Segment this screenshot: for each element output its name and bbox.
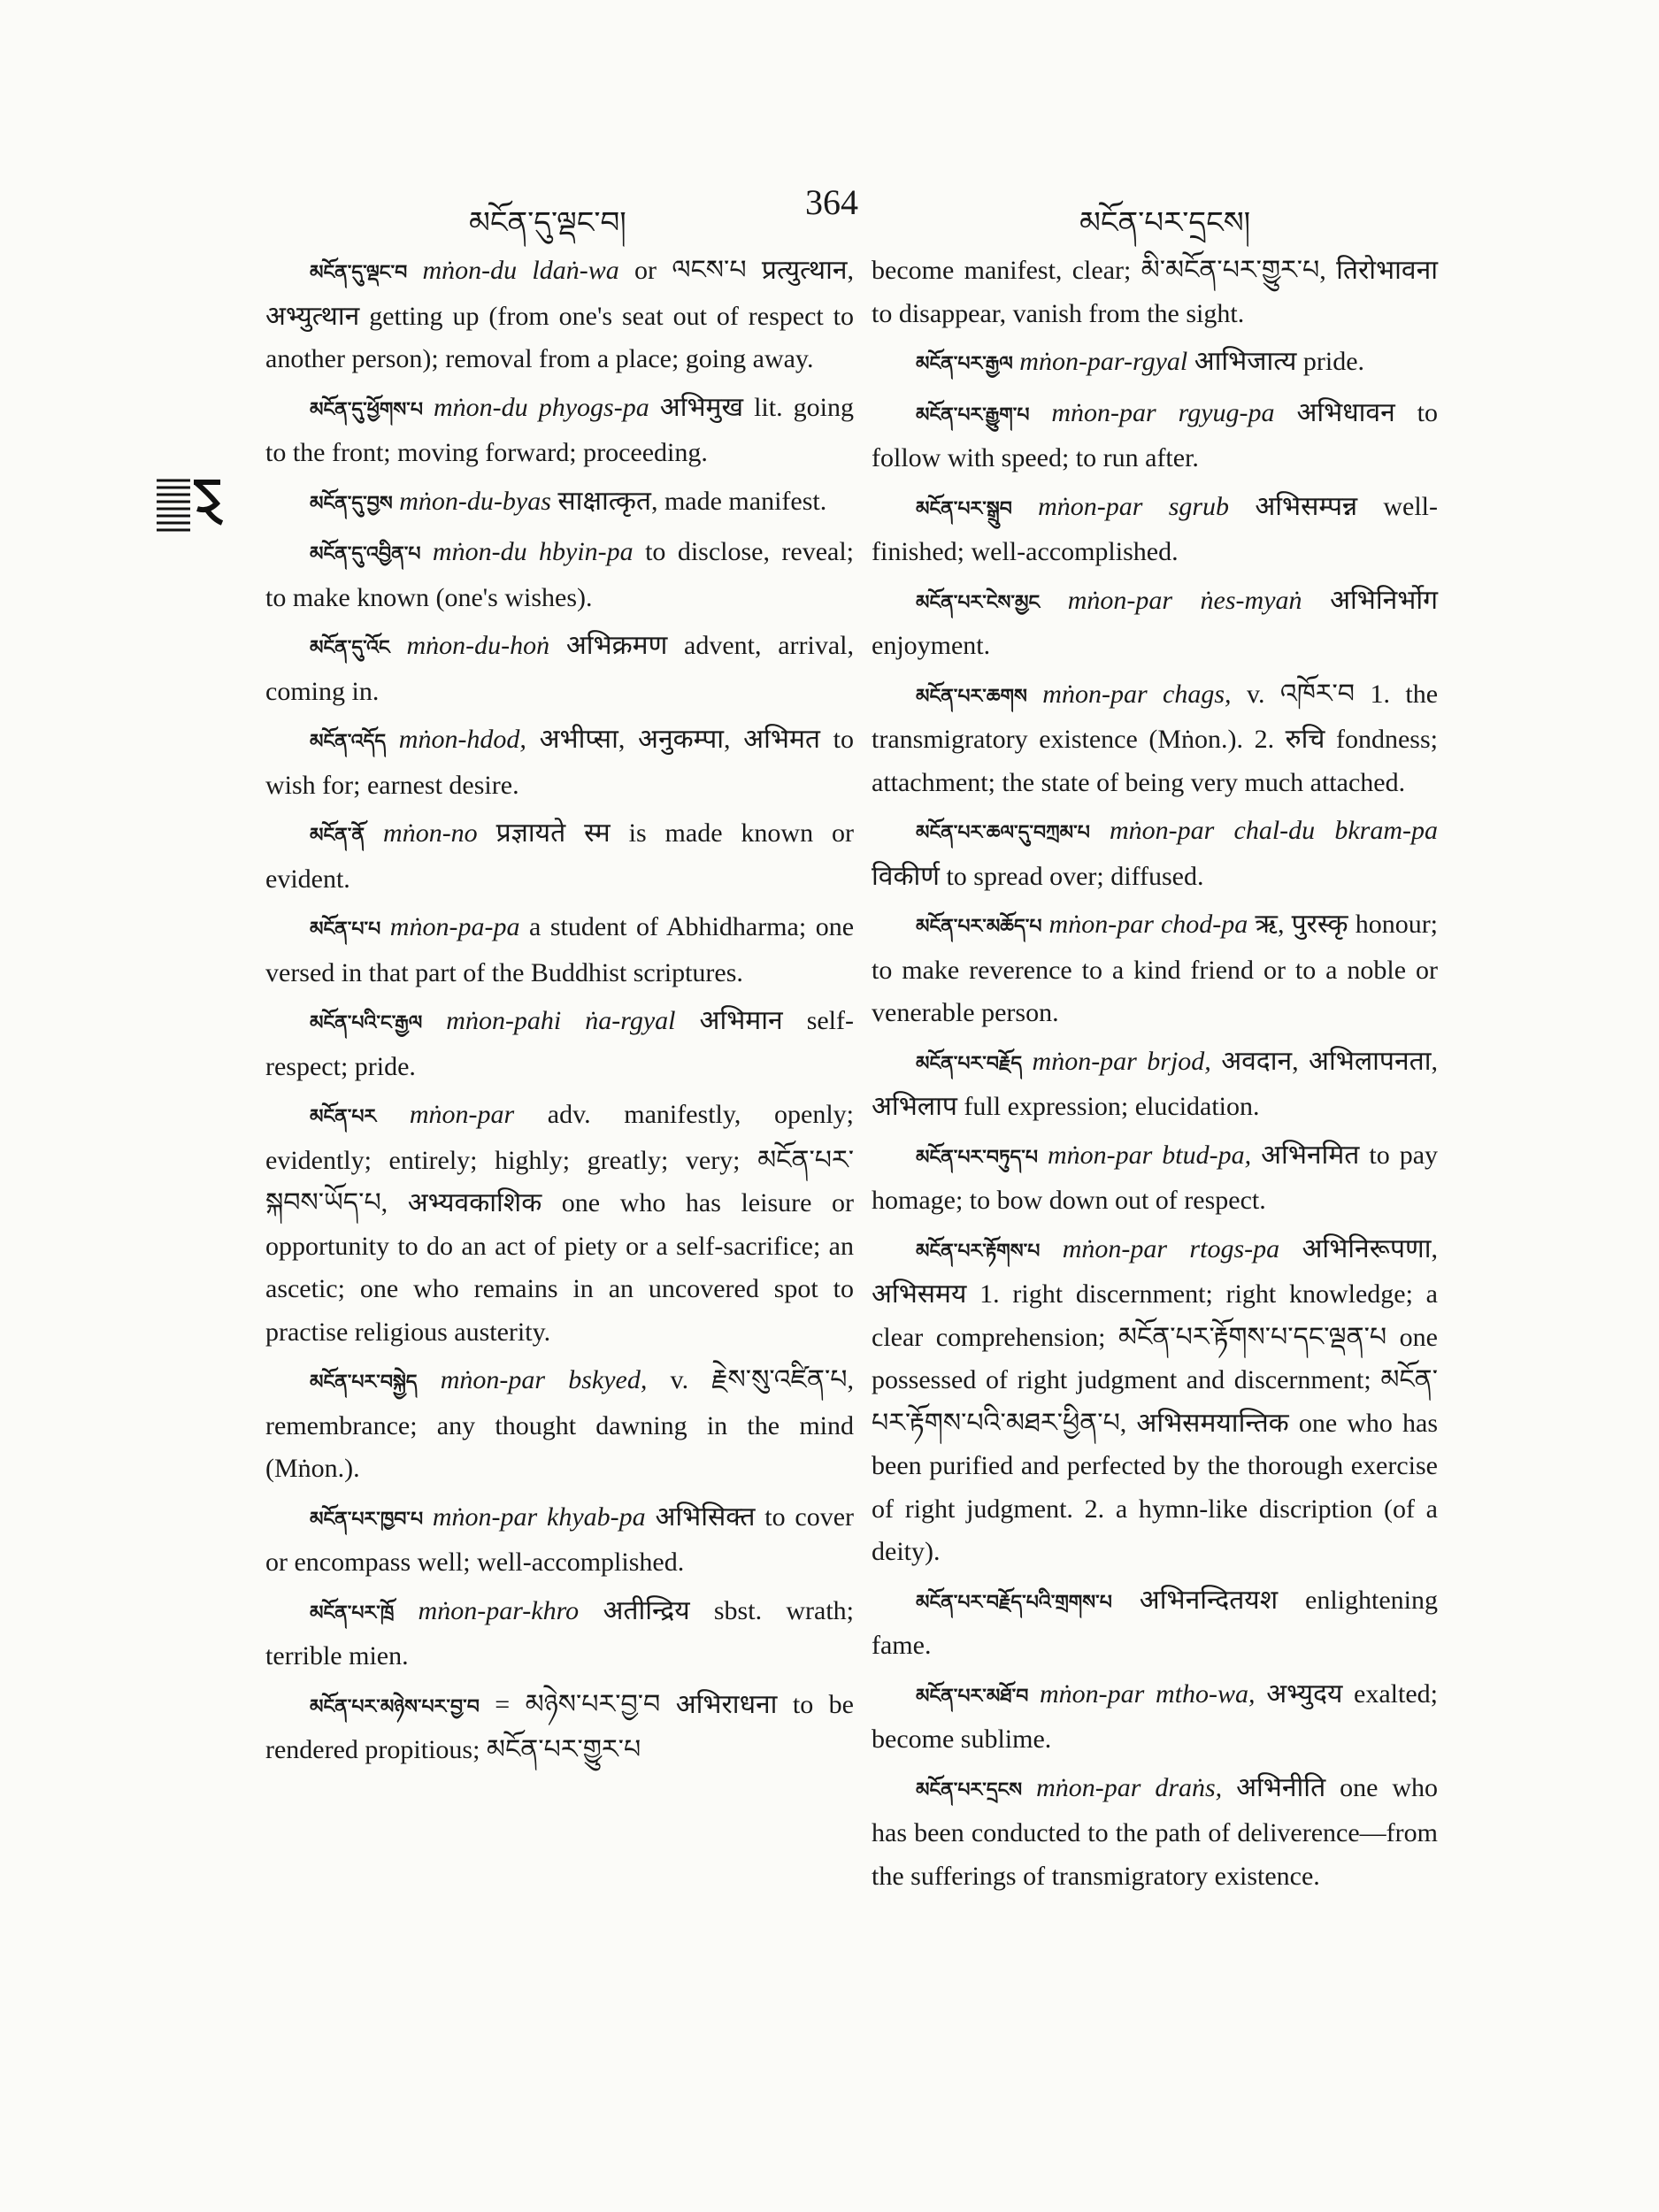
entry-transliteration: mṅon-du ldaṅ-wa	[422, 256, 619, 285]
entry-transliteration: mṅon-hdod,	[398, 725, 526, 754]
entry-transliteration: mṅon-du hbyin-pa	[432, 537, 634, 566]
entry-definition: अवदान, अभिलापनता, अभिलाप full expression; elucidation.	[872, 1046, 1438, 1121]
entry-transliteration: mṅon-par draṅs,	[1036, 1772, 1223, 1802]
entry-transliteration: mṅon-par mtho-wa,	[1040, 1678, 1256, 1709]
entry-headword: མངོན་པར་བརྗོད	[916, 1052, 1023, 1075]
entry-definition: to disclose, reveal; to make known (one's wishes).	[265, 537, 854, 612]
entry-transliteration: mṅon-par btud-pa,	[1047, 1140, 1252, 1170]
entry-headword: མངོན་པར་རྒྱལ	[916, 353, 1013, 375]
entry-definition: अभिनिर्भोग enjoyment.	[872, 585, 1439, 660]
entry-transliteration: mṅon-par khyab-pa	[432, 1502, 646, 1532]
entry-definition: v. རྗེས་སུ་འཛིན་པ, remembrance; any thought dawning in the mind (Mṅon.).	[265, 1365, 854, 1483]
entry-transliteration: mṅon-par	[409, 1100, 515, 1129]
entry-definition: become manifest, clear; མི་མངོན་པར་གྱུར་པ, तिरोभावना to disappear, vanish from the sight.	[872, 256, 1438, 328]
entry-transliteration: mṅon-par rgyug-pa	[1051, 397, 1275, 427]
dictionary-entry	[265, 718, 854, 807]
margin-ornament-icon	[155, 473, 226, 535]
entry-transliteration: mṅon-par chal-du bkram-pa	[1110, 816, 1439, 845]
entry-transliteration: mṅon-pahi ṅa-rgyal	[446, 1006, 676, 1035]
entry-definition: प्रज्ञायते स्म is made known or evident.	[265, 818, 855, 894]
dictionary-entry	[872, 1767, 1438, 1899]
entry-headword: མངོན་ནོ	[310, 825, 365, 847]
entry-transliteration: mṅon-du phyogs-pa	[434, 392, 649, 422]
entry-definition: = མཉེས་པར་བྱ་བ अभिराधना to be rendered propitious; མངོན་པར་གྱུར་པ	[265, 1689, 855, 1764]
dictionary-entry	[265, 480, 854, 526]
entry-transliteration: mṅon-du-hoṅ	[406, 631, 550, 660]
entry-headword: མངོན་དུ་འོང	[310, 637, 390, 659]
entry-definition: or ལངས་པ प्रत्युत्थान, अभ्युत्थान getting up (from one's seat out of respect to another person); removal from a place; going away.	[265, 256, 854, 373]
entry-headword: མངོན་པའི་ང་རྒྱལ	[310, 1012, 423, 1034]
dictionary-entry	[872, 1041, 1438, 1129]
entry-definition: अभिनीति one who has been conducted to the path of deliverence—from the sufferings of transmigratory existence.	[872, 1772, 1438, 1891]
entry-transliteration: mṅon-par brjod,	[1032, 1046, 1211, 1076]
dictionary-entry	[265, 1094, 854, 1354]
entry-definition: अभ्युदय exalted; become sublime.	[872, 1678, 1438, 1754]
dictionary-entry	[265, 906, 854, 995]
entry-headword: མངོན་པར་རྒྱུག་པ	[916, 403, 1030, 426]
dictionary-entry	[872, 392, 1438, 480]
page-number: 364	[805, 182, 858, 222]
dictionary-entry	[265, 531, 854, 619]
entry-definition: अभिमान self-respect; pride.	[265, 1006, 855, 1081]
entry-headword: མངོན་པར་ངེས་མྱང	[916, 591, 1041, 614]
entry-headword: མངོན་པར་སྒྲུབ	[916, 497, 1012, 520]
entry-headword: མངོན་པར་རྟོགས་པ	[916, 1240, 1041, 1263]
dictionary-entry	[872, 1673, 1438, 1762]
entry-transliteration: mṅon-pa-pa	[389, 912, 520, 941]
entry-headword: མངོན་པར་མཆོད་པ	[916, 916, 1042, 938]
entry-definition: v. འཁོར་བ 1. the transmigratory existence (Mṅon.). 2. रुचि fondness; attachment; the state of being very much attached.	[872, 679, 1439, 797]
entry-headword: མངོན་པར་ཆལ་དུ་བཀྲམ་པ	[916, 822, 1090, 844]
entry-headword: མངོན་པར	[310, 1106, 377, 1128]
dictionary-entry	[872, 486, 1438, 574]
dictionary-entry	[265, 1359, 854, 1491]
header-left-tibetan: མངོན་དུ་ལྡང་བ།	[469, 205, 626, 241]
entry-definition: अभिधावन to follow with speed; to run after.	[872, 397, 1439, 472]
dictionary-entry	[265, 250, 854, 381]
dictionary-entry	[265, 1000, 854, 1088]
entry-transliteration: mṅon-par-khro	[418, 1595, 580, 1625]
entry-definition: अभिमुख lit. going to the front; moving forward; proceeding.	[265, 392, 854, 467]
entry-transliteration: mṅon-du-byas	[399, 486, 551, 516]
entry-headword: མངོན་པར་ཆགས	[916, 685, 1027, 708]
entry-definition: विकीर्ण to spread over; diffused.	[872, 861, 1204, 891]
entry-transliteration: mṅon-par chags,	[1042, 679, 1232, 709]
entry-headword: མངོན་དུ་འབྱིན་པ	[310, 543, 421, 565]
entry-headword: མངོན་པར་ཁྱབ་པ	[310, 1508, 424, 1531]
header-right-tibetan: མངོན་པར་དྲངས།	[1079, 205, 1251, 241]
entry-transliteration: mṅon-par bskyed,	[440, 1365, 648, 1394]
dictionary-entry	[265, 1496, 854, 1585]
entry-headword: མངོན་དུ་བྱས	[310, 492, 393, 515]
entry-headword: མངོན་པར་དྲངས	[916, 1778, 1023, 1801]
entry-definition: अभीप्सा, अनुकम्पा, अभिमत to wish for; earnest desire.	[265, 725, 855, 800]
entry-headword: མངོན་འདོད	[310, 731, 387, 753]
entry-definition: अभिनिरूपणा, अभिसमय 1. right discernment; right knowledge; a clear comprehension; མངོན་པར་རྟོགས་པ་དང་ལྡན་པ one possessed of right judgment and discernment; མངོན་པར་རྟོགས་པའི་མཐར་ཕྱིན་པ, अभिसमयान्तिक one who has been purified and perfected by the thorough exercise of right judgment. 2. a hymn-like discription (of a deity).	[872, 1233, 1439, 1566]
entry-definition: ऋ, पुरस्कृ honour; to make reverence to a kind friend or to a noble or venerable person.	[872, 910, 1439, 1027]
dictionary-entry	[265, 1590, 854, 1678]
entry-definition: अभिनमित to pay homage; to bow down out of respect.	[872, 1140, 1439, 1215]
entry-transliteration: mṅon-par rtogs-pa	[1062, 1233, 1280, 1263]
entry-headword: མངོན་པར་བཏུད་པ	[916, 1146, 1038, 1169]
dictionary-entry	[872, 580, 1438, 668]
entry-transliteration: mṅon-no	[383, 818, 478, 848]
dictionary-entry	[872, 673, 1438, 805]
dictionary-entry	[265, 387, 854, 475]
entry-headword: མངོན་དུ་ལྡང་བ	[310, 262, 408, 284]
entry-transliteration: mṅon-par-rgyal	[1019, 347, 1188, 376]
entry-definition: अभिसिक्त to cover or encompass well; well-accomplished.	[265, 1502, 854, 1577]
page-header	[265, 181, 1433, 241]
dictionary-entry	[872, 250, 1438, 335]
dictionary-entry	[265, 812, 854, 901]
entry-headword: མངོན་དུ་ཕྱོགས་པ	[310, 398, 423, 421]
entry-headword: མངོན་པར་བསྐྱེད	[310, 1371, 418, 1394]
entry-transliteration: mṅon-par ṅes-myaṅ	[1067, 585, 1302, 615]
entry-definition: adv. manifestly, openly; evidently; entirely; highly; greatly; very; མངོན་པར་སྐབས་ཡོད་པ, अभ्यवकाशिक one who has leisure or opportunity to do an act of piety or a self-sacrifice; an ascetic; one who remains in an uncovered spot to practise religious austerity.	[265, 1100, 855, 1347]
entry-headword: མངོན་པར་མཐོ་བ	[916, 1685, 1029, 1708]
entry-definition: आभिजात्य pride.	[1194, 347, 1365, 376]
right-column	[872, 250, 1438, 1903]
entry-transliteration: mṅon-par chod-pa	[1048, 910, 1248, 939]
entry-transliteration: mṅon-par sgrub	[1038, 491, 1230, 521]
dictionary-entry	[265, 1684, 854, 1772]
entry-headword: མངོན་པར་བརྗོད་པའི་གྲགས་པ	[916, 1591, 1112, 1614]
dictionary-entry	[265, 625, 854, 713]
entry-definition: अभिनन्दितयश enlightening fame.	[872, 1585, 1438, 1660]
entry-headword: མངོན་པར་ཁྲོ	[310, 1601, 395, 1624]
dictionary-entry	[872, 1579, 1438, 1668]
dictionary-entry	[872, 341, 1438, 387]
left-column	[265, 250, 854, 1778]
dictionary-entry	[872, 1228, 1438, 1574]
entry-definition: अभिसम्पन्न well-finished; well-accomplished.	[872, 491, 1439, 566]
entry-definition: अभिक्रमण advent, arrival, coming in.	[265, 631, 855, 706]
entry-headword: མངོན་པར་མཉེས་པར་བྱ་བ	[310, 1695, 480, 1718]
entry-definition: अतीन्द्रिय sbst. wrath; terrible mien.	[265, 1595, 854, 1671]
entry-definition: a student of Abhidharma; one versed in that part of the Buddhist scriptures.	[265, 912, 855, 987]
dictionary-entry	[872, 810, 1438, 898]
entry-definition: साक्षात्कृत, made manifest.	[557, 486, 827, 516]
dictionary-entry	[872, 903, 1438, 1035]
dictionary-entry	[872, 1134, 1438, 1223]
entry-headword: མངོན་པ་པ	[310, 918, 381, 941]
